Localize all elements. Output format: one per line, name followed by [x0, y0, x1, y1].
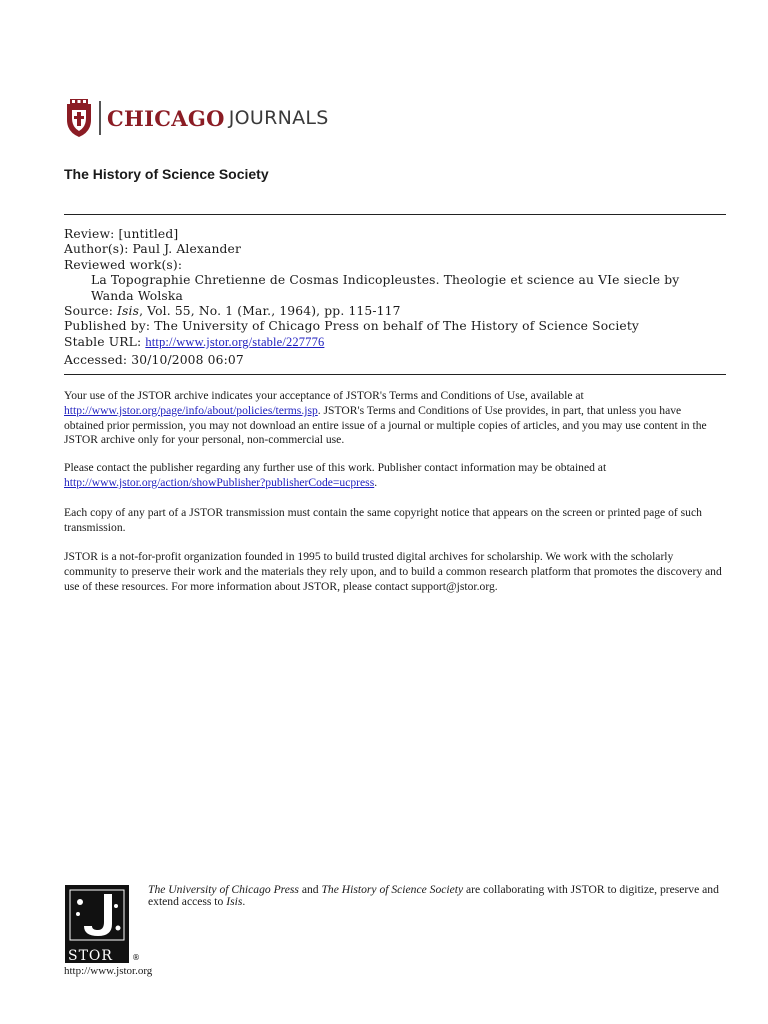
collaboration-notice: [148, 884, 728, 909]
review-line: Review: [untitled]: [64, 227, 179, 241]
university-seal-icon: [64, 98, 94, 138]
jstor-logo-icon: [64, 884, 146, 964]
copyright-paragraph: Each copy of any part of a JSTOR transmission must contain the same copyright notice that appears on the screen or printed page of such transmission.: [64, 506, 702, 534]
society-name: The History of Science Society: [321, 883, 464, 896]
jstor-logo-word: STOR: [68, 948, 113, 964]
source-line: [64, 304, 726, 319]
source-details: , Vol. 55, No. 1 (Mar., 1964), pp. 115-117: [139, 304, 401, 319]
terms-paragraph: [64, 389, 724, 448]
publisher-paragraph: [64, 461, 724, 491]
published-line: Published by: The University of Chicago Press on behalf of The History of Science Society: [64, 319, 640, 334]
chicago-journals-logo: [64, 96, 329, 140]
citation-block: [64, 227, 726, 369]
publisher-link[interactable]: http://www.jstor.org/action/showPublisher?publisherCode=ucpress: [64, 475, 375, 489]
terms-link[interactable]: http://www.jstor.org/page/info/about/policies/terms.jsp: [64, 403, 318, 417]
collab-text: are collaborating with JSTOR to digitize, preserve and extend access to: [148, 883, 719, 909]
jstor-url: http://www.jstor.org: [64, 965, 153, 977]
logo-text-journals: JOURNALS: [228, 107, 329, 129]
terms-text-a: Your use of the JSTOR archive indicates your acceptance of JSTOR's Terms and Conditions of Use, available at: [64, 389, 584, 402]
collab-period: .: [242, 895, 246, 909]
journal-name: Isis: [226, 895, 243, 909]
publisher-text-b: .: [374, 475, 378, 489]
top-divider: [64, 214, 726, 215]
press-name: The University of Chicago Press: [148, 883, 299, 896]
source-prefix: Source:: [64, 304, 118, 319]
accessed-line: Accessed: 30/10/2008 06:07: [64, 353, 244, 368]
stable-url-link[interactable]: http://www.jstor.org/stable/227776: [145, 334, 325, 349]
reviewed-work: La Topographie Chretienne de Cosmas Indicopleustes. Theologie et science au VIe siecle by Wanda Wolska: [91, 273, 680, 303]
publisher-text-a: Please contact the publisher regarding any further use of this work. Publisher contact information may be obtained at: [64, 461, 607, 474]
society-title: The History of Science Society: [64, 166, 269, 182]
stable-url-line: [64, 335, 726, 350]
source-journal: Isis: [117, 304, 140, 319]
jstor-about-paragraph: JSTOR is a not-for-profit organization founded in 1995 to build trusted digital archives for scholarship. We work with the scholarly community to preserve their work and the materials they rely upon, and to build a common research platform that promotes the discovery and use of these resources. For more information about JSTOR, please contact support@jstor.org.: [64, 550, 722, 593]
and-text: and: [298, 883, 322, 896]
bottom-divider: [64, 374, 726, 375]
reviewed-works-label: Reviewed work(s):: [64, 257, 183, 272]
svg-text:®: ®: [132, 953, 140, 962]
authors-line: Author(s): Paul J. Alexander: [64, 242, 242, 257]
logo-text-chicago: CHICAGO: [107, 105, 225, 131]
terms-text-b: . JSTOR's Terms and Conditions of Use provides, in part, that unless you have obtained prior permission, you may not download an entire issue of a journal or multiple copies of articles, and you may use content in the JSTOR archive only for your personal, non-commercial use.: [64, 403, 707, 447]
logo-divider: [99, 101, 101, 135]
stable-url-label: Stable URL:: [64, 334, 146, 349]
